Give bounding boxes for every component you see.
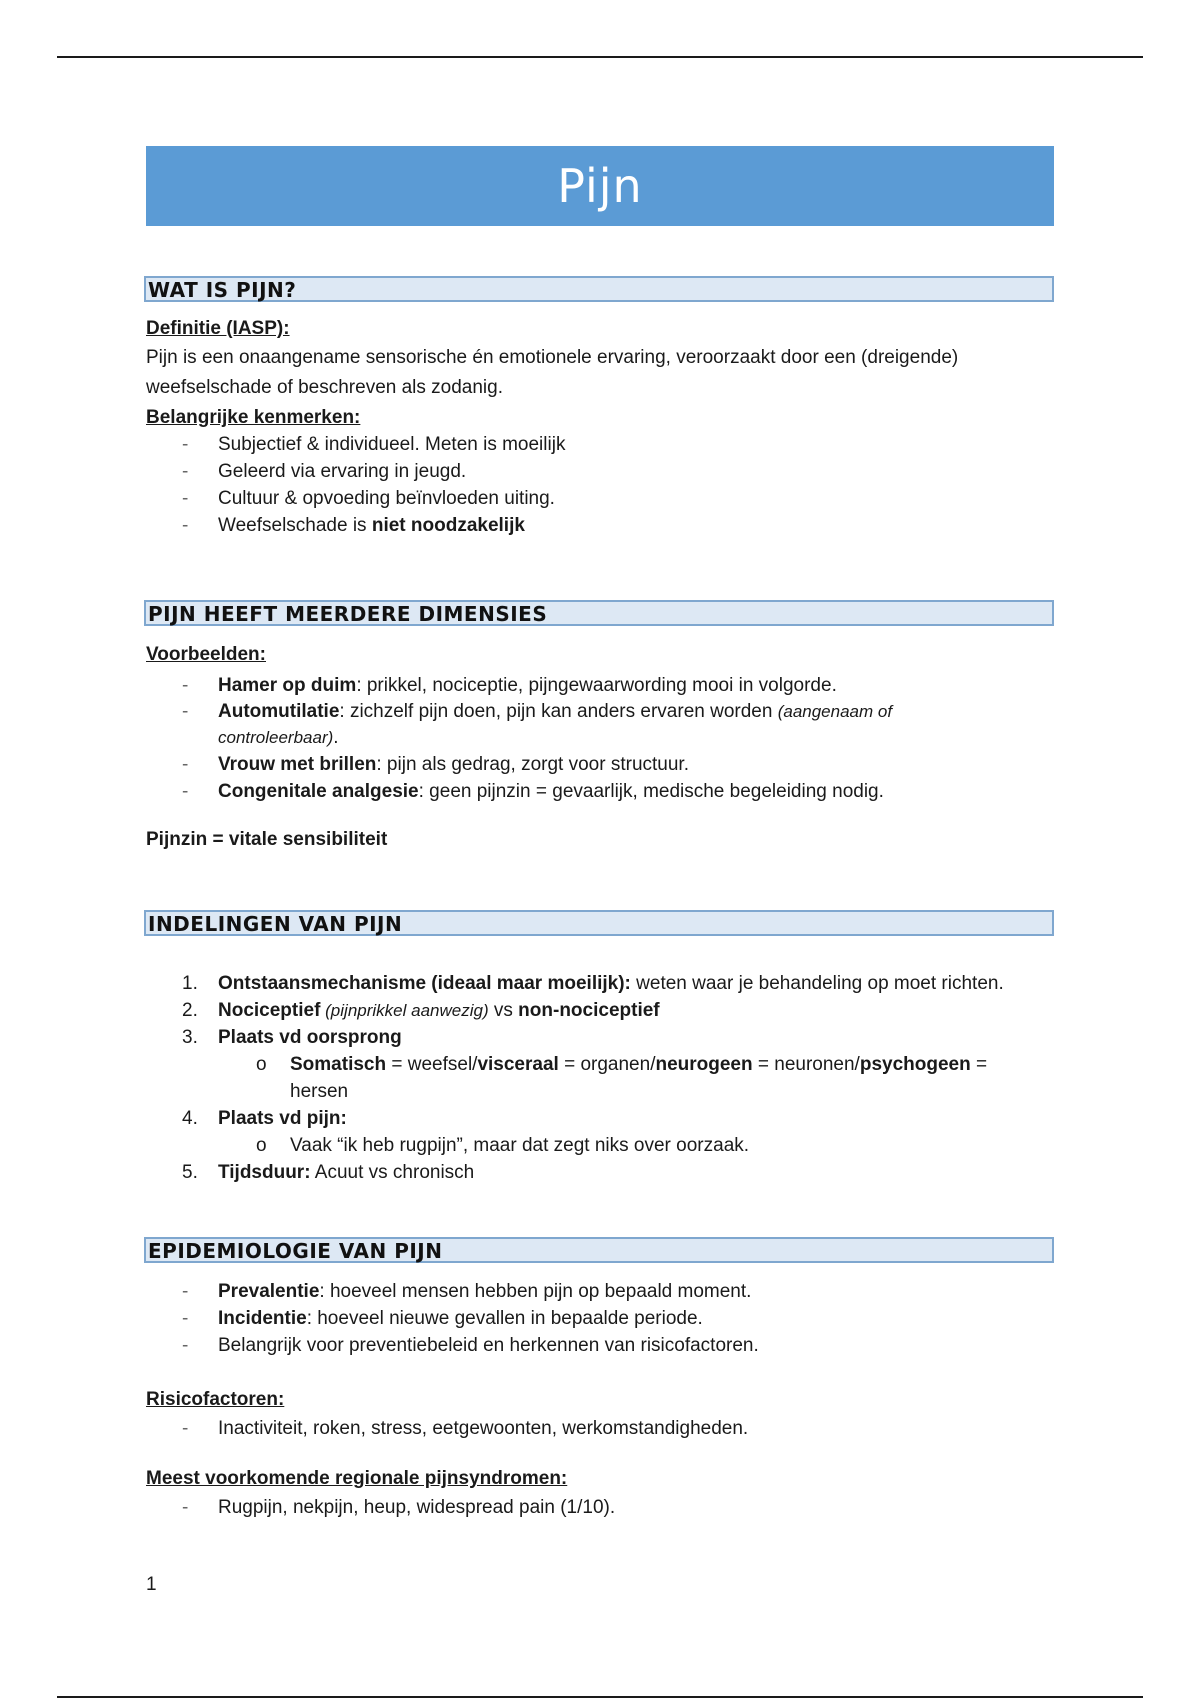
list-item — [146, 1159, 1056, 1186]
list-item — [146, 672, 1056, 699]
sub-term: Somatisch — [290, 1054, 387, 1075]
item-term: Incidentie — [218, 1308, 307, 1329]
item-text: weten waar je behandeling op moet richten. — [630, 973, 1004, 994]
list-item: - Subjectief & individueel. Meten is moeilijk — [146, 431, 1056, 458]
section-body-wat-is-pijn — [146, 318, 1056, 539]
item-number: 3. — [182, 1027, 198, 1048]
feature-prefix: Weefselschade is — [218, 515, 372, 536]
sub-term: visceraal — [477, 1054, 559, 1075]
list-item — [146, 1024, 1056, 1105]
item-term: Tijdsduur: — [218, 1162, 311, 1183]
item-number: 1. — [182, 973, 198, 994]
sublist — [218, 1132, 1056, 1159]
example-term: Vrouw met brillen — [218, 754, 377, 775]
example-term: Hamer op duim — [218, 675, 357, 696]
list-item — [146, 699, 958, 751]
sublist-item — [218, 1051, 1020, 1105]
sub-text: Vaak “ik heb rugpijn”, maar dat zegt niks over oorzaak. — [290, 1135, 750, 1156]
item-text: : hoeveel nieuwe gevallen in bepaalde periode. — [306, 1308, 703, 1329]
circle-bullet-icon: o — [256, 1054, 267, 1075]
item-term-2: non-nociceptief — [518, 1000, 660, 1021]
page-number: 1 — [146, 1574, 157, 1595]
definition-label: Definitie (IASP): — [146, 318, 290, 339]
classification-list — [146, 970, 1056, 1186]
epidemiology-list — [146, 1278, 1056, 1359]
item-term: Ontstaansmechanisme (ideaal maar moeilijk): — [218, 973, 631, 994]
example-text: : geen pijnzin = gevaarlijk, medische begeleiding nodig. — [418, 781, 884, 802]
list-item — [146, 778, 1056, 805]
list-item — [146, 1332, 1056, 1359]
definition-text: Pijn is een onaangename sensorische én emotionele ervaring, veroorzaakt door een (dreigende) weefselschade of beschreven als zodanig. — [146, 347, 959, 398]
features-label: Belangrijke kenmerken: — [146, 407, 361, 428]
bottom-rule — [57, 1696, 1143, 1698]
section-body-dimensies — [146, 644, 1056, 851]
sub-term: psychogeen — [859, 1054, 971, 1075]
item-number: 5. — [182, 1162, 198, 1183]
item-text: Belangrijk voor preventiebeleid en herkennen van risicofactoren. — [218, 1335, 759, 1356]
feature-bold: niet noodzakelijk — [371, 515, 525, 536]
list-item: - Inactiviteit, roken, stress, eetgewoonten, werkomstandigheden. — [146, 1415, 1056, 1442]
list-item: - Cultuur & opvoeding beïnvloeden uiting. — [146, 485, 1056, 512]
item-term: Prevalentie — [218, 1281, 320, 1302]
sub-text: = organen/ — [558, 1054, 656, 1075]
section-heading-dimensies: PIJN HEEFT MEERDERE DIMENSIES — [144, 600, 1054, 626]
item-term: Plaats vd oorsprong — [218, 1027, 402, 1048]
sub-text: = neuronen/ — [752, 1054, 860, 1075]
item-number: 4. — [182, 1108, 198, 1129]
list-item — [146, 970, 1056, 997]
section-heading-indelingen: INDELINGEN VAN PIJN — [144, 910, 1054, 936]
item-italic: (pijnprikkel aanwezig) — [320, 1001, 489, 1020]
list-item — [146, 1105, 1056, 1159]
risk-list — [146, 1415, 1056, 1442]
example-text: : prikkel, nociceptie, pijngewaarwording mooi in volgorde. — [356, 675, 837, 696]
list-item — [146, 1305, 1056, 1332]
example-tail: . — [333, 727, 339, 748]
list-item — [146, 512, 1056, 539]
item-term: Nociceptief — [218, 1000, 321, 1021]
item-number: 2. — [182, 1000, 198, 1021]
item-text: Acuut vs chronisch — [310, 1162, 475, 1183]
pijnzin-note: Pijnzin = vitale sensibiliteit — [146, 829, 388, 850]
risk-label: Risicofactoren: — [146, 1389, 285, 1410]
list-item: - Geleerd via ervaring in jeugd. — [146, 458, 1056, 485]
list-item — [146, 997, 1056, 1024]
features-list — [146, 431, 1056, 539]
sublist-item — [218, 1132, 1056, 1159]
example-italic: (aangenaam of controleerbaar) — [218, 702, 893, 747]
example-term: Automutilatie — [218, 701, 340, 722]
top-rule — [57, 56, 1143, 58]
list-item — [146, 751, 1056, 778]
example-term: Congenitale analgesie — [218, 781, 419, 802]
list-item: - Rugpijn, nekpijn, heup, widespread pain (1/10). — [146, 1494, 1056, 1521]
section-body-indelingen — [146, 970, 1056, 1186]
syndromes-list — [146, 1494, 1056, 1521]
example-text: : zichzelf pijn doen, pijn kan anders ervaren worden — [339, 701, 778, 722]
examples-list — [146, 672, 1056, 805]
sublist — [218, 1051, 1056, 1105]
item-text: : hoeveel mensen hebben pijn op bepaald moment. — [319, 1281, 752, 1302]
section-heading-wat-is-pijn: WAT IS PIJN? — [144, 276, 1054, 302]
page-title: Pijn — [146, 146, 1054, 226]
example-text: : pijn als gedrag, zorgt voor structuur. — [376, 754, 689, 775]
section-heading-epidemiologie: EPIDEMIOLOGIE VAN PIJN — [144, 1237, 1054, 1263]
sub-text: = hersen — [290, 1054, 988, 1102]
examples-label: Voorbeelden: — [146, 644, 266, 665]
item-text: vs — [488, 1000, 519, 1021]
item-term: Plaats vd pijn: — [218, 1108, 347, 1129]
section-body-epidemiologie — [146, 1278, 1056, 1521]
list-item — [146, 1278, 1056, 1305]
circle-bullet-icon: o — [256, 1135, 267, 1156]
syndromes-label: Meest voorkomende regionale pijnsyndromen: — [146, 1468, 568, 1489]
sub-text: = weefsel/ — [386, 1054, 478, 1075]
sub-term: neurogeen — [655, 1054, 753, 1075]
